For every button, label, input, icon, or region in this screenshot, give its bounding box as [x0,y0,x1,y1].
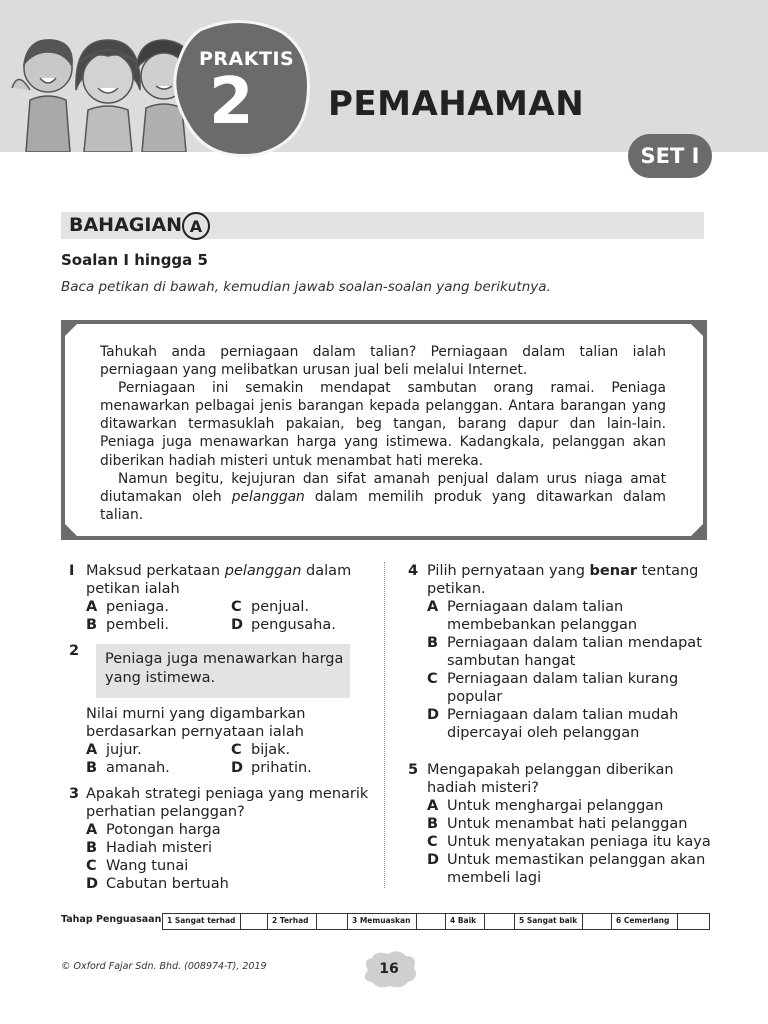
q1-option-c[interactable]: C penjual. [231,599,310,615]
q1-option-d[interactable]: D pengusaha. [231,617,336,633]
question-5-stem-line-1: Mengapakah pelanggan diberikan [427,762,674,778]
question-4-stem-line-2: petikan. [427,581,486,597]
praktis-number: 2 [209,65,254,139]
q4-option-c-line-2: popular [447,689,503,705]
passage-p3-a: Namun begitu, kejujuran dan sifat amanah penjual dalam urus niaga amat diutamakan oleh [100,470,666,505]
copyright: © Oxford Fajar Sdn. Bhd. (008974-T), 2019 [61,961,267,972]
passage-paragraph-3 [100,470,666,524]
q4-option-b[interactable]: B Perniagaan dalam talian mendapat [427,635,702,651]
child-middle [76,40,140,152]
q3-option-d[interactable]: D Cabutan bertuah [86,876,229,892]
q2-option-d[interactable]: D prihatin. [231,760,312,776]
mastery-level-label: Tahap Penguasaan [61,914,162,925]
question-2-stem-line-1: Nilai murni yang digambarkan [86,706,306,722]
q5-option-c[interactable]: C Untuk menyatakan peniaga itu kaya [427,834,711,850]
q1-text-a: Maksud perkataan [86,563,225,579]
mastery-level-table [162,913,710,930]
q1-text-b: dalam [301,563,352,579]
q2-option-b[interactable]: B amanah. [86,760,170,776]
mastery-level-1[interactable]: 1 Sangat terhad [163,914,268,929]
question-3-stem-line-1: Apakah strategi peniaga yang menarik [86,786,369,802]
passage-p3-emphasis: pelanggan [231,488,305,505]
q5-option-d[interactable]: D Untuk memastikan pelanggan akan [427,852,706,868]
q4-option-d-line-2: dipercayai oleh pelanggan [447,725,640,741]
question-4-number: 4 [408,563,419,579]
question-2-stem-line-2: berdasarkan pernyataan ialah [86,724,304,740]
page-title: PEMAHAMAN [328,84,585,124]
q4-option-b-line-2: sambutan hangat [447,653,576,669]
praktis-label: PRAKTIS [199,48,295,70]
mastery-level-5[interactable]: 5 Sangat baik [515,914,612,929]
question-5-stem-line-2: hadiah misteri? [427,780,539,796]
question-3-number: 3 [69,786,80,802]
q2-option-a[interactable]: A jujur. [86,742,142,758]
question-4-stem-line-1: Pilih pernyataan yang benar tentang [427,563,699,579]
q4-option-c[interactable]: C Perniagaan dalam talian kurang [427,671,679,687]
question-1-stem-line-1 [86,562,351,580]
passage-paragraph-2: Perniagaan ini semakin mendapat sambutan orang ramai. Peniaga menawarkan pelbagai jenis barangan kepada pelanggan. Antara barangan yang ditawarkan termasuklah pakaian, beg tangan, barang dapur dan lain-lain. Peniaga juga menawarkan harga yang istimewa. Kadangkala, pelanggan akan diberikan hadiah misteri untuk menambat hati mereka. [100,380,666,469]
passage-p3-b: dalam memilih produk yang ditawarkan dalam talian. [100,488,666,523]
question-1-number: I [69,563,75,579]
instruction: Baca petikan di bawah, kemudian jawab soalan-soalan yang berikutnya. [61,279,551,295]
child-left [12,40,72,152]
section-label: BAHAGIAN [69,214,183,236]
question-2-number: 2 [69,643,80,659]
q4-bold-word: benar [589,563,638,579]
set-badge: SET I [628,134,712,178]
q1-text-emphasis: pelanggan [224,563,302,579]
q4-option-a[interactable]: A Perniagaan dalam talian [427,599,624,615]
page-number: 16 [379,961,399,977]
mastery-level-2[interactable]: 2 Terhad [268,914,348,929]
mastery-level-3[interactable]: 3 Memuaskan [348,914,446,929]
question-1-stem-line-2: petikan ialah [86,581,180,597]
q5-option-a[interactable]: A Untuk menghargai pelanggan [427,798,664,814]
q2-quote: Peniaga juga menawarkan harga yang istimewa. [105,651,344,686]
q3-option-a[interactable]: A Potongan harga [86,822,221,838]
q2-option-c[interactable]: C bijak. [231,742,291,758]
q1-option-a[interactable]: A peniaga. [86,599,169,615]
question-3-stem-line-2: perhatian pelanggan? [86,804,245,820]
q3-option-c[interactable]: C Wang tunai [86,858,189,874]
q5-option-b[interactable]: B Untuk menambat hati pelanggan [427,816,688,832]
q4-option-d[interactable]: D Perniagaan dalam talian mudah [427,707,679,723]
q3-option-b[interactable]: B Hadiah misteri [86,840,213,856]
question-5-number: 5 [408,762,419,778]
mastery-level-6[interactable]: 6 Cemerlang [612,914,707,929]
q5-option-d-line-2: membeli lagi [447,870,542,886]
section-letter-circle: A [182,212,210,240]
passage-paragraph-1: Tahukah anda perniagaan dalam talian? Perniagaan dalam talian ialah perniagaan yang melibatkan urusan jual beli melalui Internet. [100,344,666,379]
column-divider [384,562,385,888]
q4-option-a-line-2: membebankan pelanggan [447,617,638,633]
passage [100,343,666,524]
mastery-level-4[interactable]: 4 Baik [446,914,515,929]
question-range: Soalan I hingga 5 [61,251,208,269]
q1-option-b[interactable]: B pembeli. [86,617,170,633]
